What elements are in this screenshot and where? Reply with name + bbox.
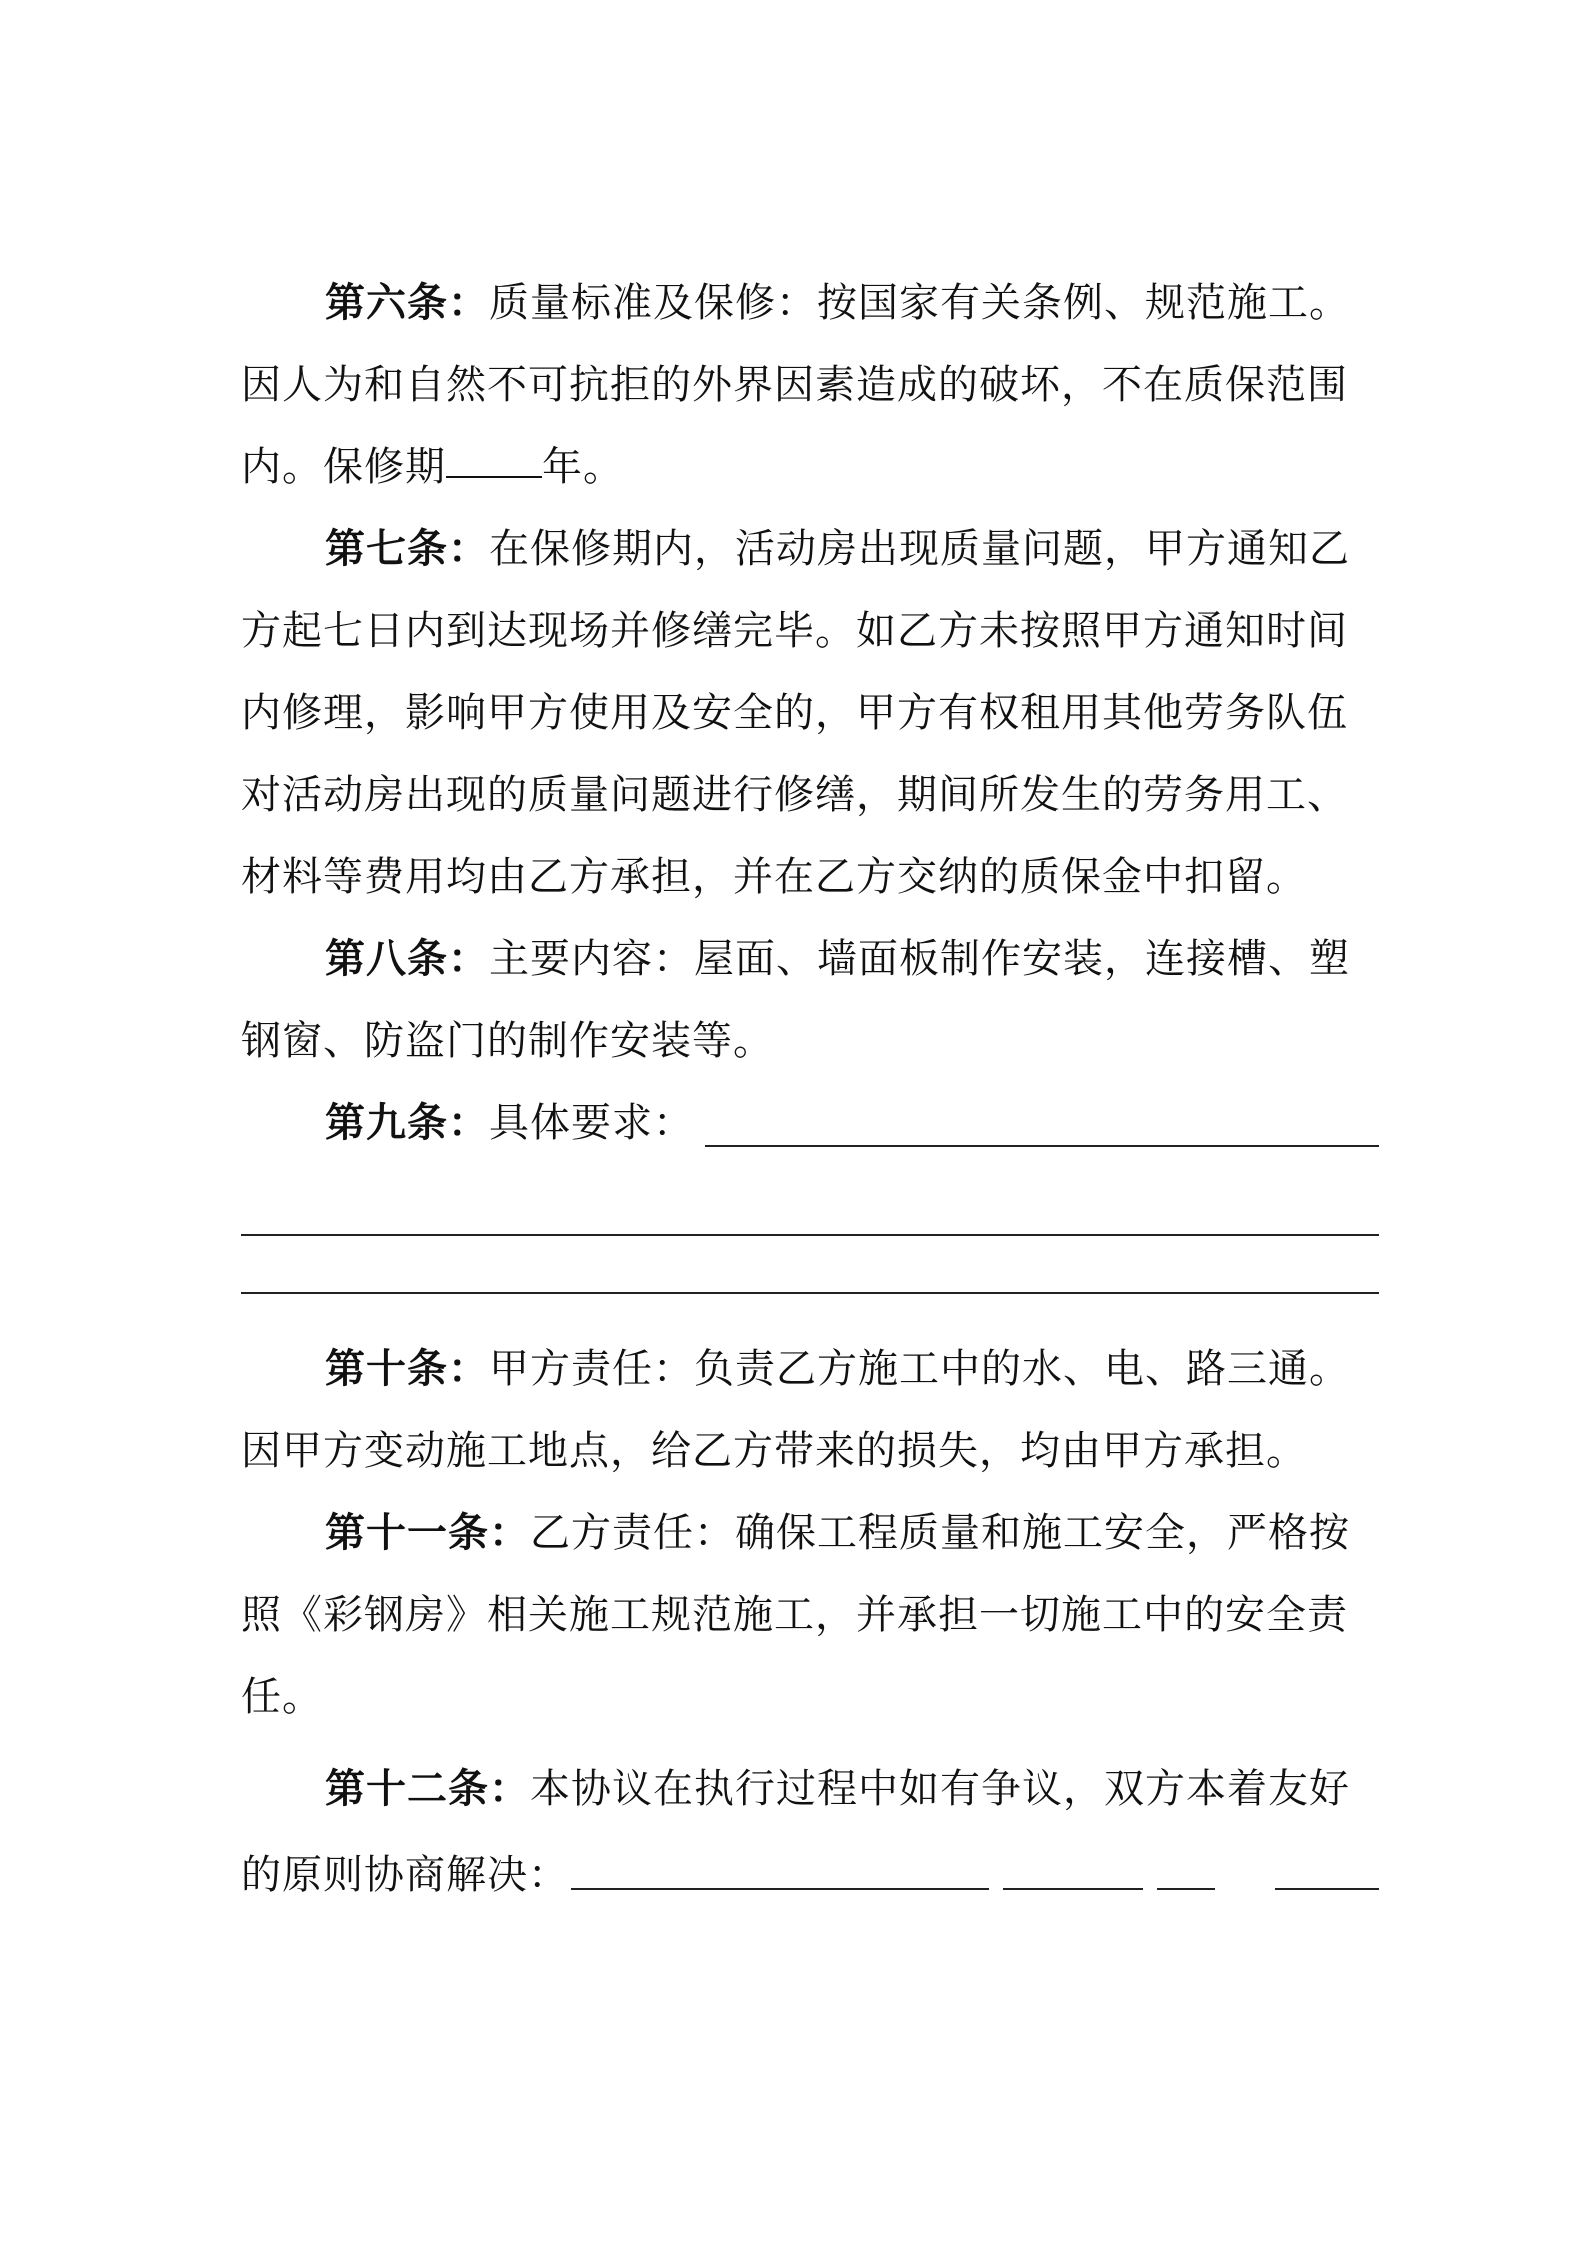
article-6-line-1: [241, 262, 1379, 344]
article-9-label: 第九条：: [325, 1100, 489, 1146]
article-7-line-3: [241, 672, 1379, 754]
dispute-blank-segment-4: [1275, 1888, 1379, 1890]
dispute-blank-segment-2: [1003, 1888, 1143, 1890]
article-7-line-5: [241, 836, 1379, 918]
article-10-text-2: 因甲方变动施工地点，给乙方带来的损失，均由甲方承担。: [241, 1428, 1307, 1474]
requirements-blank-line-2[interactable]: [241, 1234, 1379, 1236]
article-11-line-1: [241, 1492, 1379, 1574]
article-7-line-4: [241, 754, 1379, 836]
article-9-line-1: [241, 1082, 1379, 1164]
article-6-text-3-post: 年。: [542, 444, 624, 490]
requirements-blank-line-1[interactable]: [705, 1145, 1379, 1147]
dispute-blank-segment-3: [1157, 1888, 1215, 1890]
dispute-blank-segment-1: [571, 1888, 989, 1890]
article-11-label: 第十一条：: [325, 1510, 530, 1556]
article-10-line-2: [241, 1410, 1379, 1492]
requirements-blank-line-3[interactable]: [241, 1292, 1379, 1294]
article-12-label: 第十二条：: [325, 1766, 530, 1812]
article-7-label: 第七条：: [325, 526, 489, 572]
article-10-label: 第十条：: [325, 1346, 489, 1392]
article-12-text-2: 的原则协商解决：: [241, 1852, 569, 1898]
article-7-line-1: [241, 508, 1379, 590]
article-11-text-2: 照《彩钢房》相关施工规范施工，并承担一切施工中的安全责: [241, 1592, 1348, 1638]
article-12-line-1: [241, 1748, 1379, 1830]
article-7-text-1: 在保修期内，活动房出现质量问题，甲方通知乙: [489, 526, 1350, 572]
article-10-line-1: [241, 1328, 1379, 1410]
article-8-text-2: 钢窗、防盗门的制作安装等。: [241, 1018, 774, 1064]
requirements-blank-row-3: [241, 1246, 1379, 1328]
article-6-text-1: 质量标准及保修：按国家有关条例、规范施工。: [489, 280, 1350, 326]
article-7-text-3: 内修理，影响甲方使用及安全的，甲方有权租用其他劳务队伍: [241, 690, 1348, 736]
article-7-text-2: 方起七日内到达现场并修缮完毕。如乙方未按照甲方通知时间: [241, 608, 1348, 654]
article-11-line-2: [241, 1574, 1379, 1656]
article-6-line-3: [241, 426, 1379, 508]
article-8-line-2: [241, 1000, 1379, 1082]
article-12-text-1: 本协议在执行过程中如有争议，双方本着友好: [530, 1766, 1350, 1812]
article-7-line-2: [241, 590, 1379, 672]
article-7-text-5: 材料等费用均由乙方承担，并在乙方交纳的质保金中扣留。: [241, 854, 1307, 900]
article-10-text-1: 甲方责任：负责乙方施工中的水、电、路三通。: [489, 1346, 1350, 1392]
document-body: [241, 262, 1379, 1920]
requirements-blank-row-2: [241, 1164, 1379, 1246]
article-12-line-2: [241, 1830, 1379, 1920]
article-7-text-4: 对活动房出现的质量问题进行修缮，期间所发生的劳务用工、: [241, 772, 1348, 818]
warranty-years-blank[interactable]: [446, 475, 542, 478]
article-11-text-1: 乙方责任：确保工程质量和施工安全，严格按: [530, 1510, 1350, 1556]
article-6-line-2: [241, 344, 1379, 426]
article-8-line-1: [241, 918, 1379, 1000]
article-11-text-3: 任。: [241, 1674, 323, 1720]
article-6-text-3-pre: 内。保修期: [241, 444, 446, 490]
article-8-label: 第八条：: [325, 936, 489, 982]
article-6-text-2: 因人为和自然不可抗拒的外界因素造成的破坏，不在质保范围: [241, 362, 1348, 408]
article-9-text-1: 具体要求：: [489, 1100, 694, 1146]
article-11-line-3: [241, 1656, 1379, 1738]
article-8-text-1: 主要内容：屋面、墙面板制作安装，连接槽、塑: [489, 936, 1350, 982]
article-6-label: 第六条：: [325, 280, 489, 326]
